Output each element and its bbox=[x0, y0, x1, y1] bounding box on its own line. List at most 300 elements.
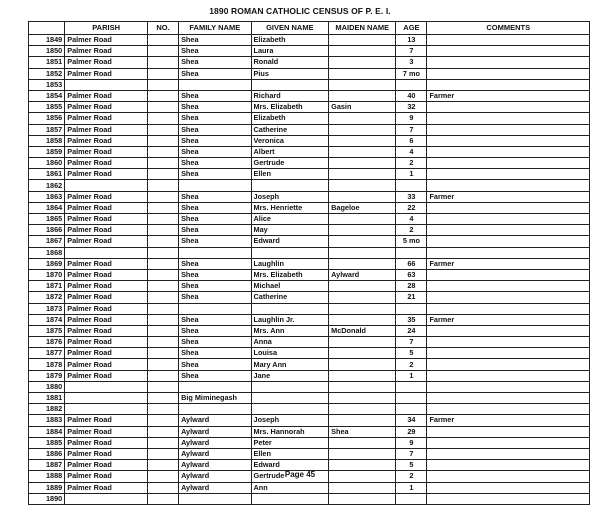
given-name-cell: Catherine bbox=[251, 124, 329, 135]
row-number-cell: 1887 bbox=[29, 460, 65, 471]
row-number-cell: 1851 bbox=[29, 57, 65, 68]
age-cell: 7 bbox=[396, 124, 427, 135]
table-row bbox=[29, 135, 590, 146]
table-row bbox=[29, 437, 590, 448]
comments-cell bbox=[427, 359, 590, 370]
table-row bbox=[29, 292, 590, 303]
age-cell: 6 bbox=[396, 135, 427, 146]
given-name-cell: Laughlin Jr. bbox=[251, 314, 329, 325]
family-name-cell: Shea bbox=[179, 35, 251, 46]
no-cell bbox=[148, 113, 179, 124]
table-row bbox=[29, 337, 590, 348]
family-name-cell: Shea bbox=[179, 214, 251, 225]
table-row bbox=[29, 281, 590, 292]
parish-cell: Palmer Road bbox=[65, 426, 148, 437]
comments-cell bbox=[427, 236, 590, 247]
given-name-cell bbox=[251, 79, 329, 90]
comments-cell: Farmer bbox=[427, 314, 590, 325]
family-name-cell: Shea bbox=[179, 292, 251, 303]
no-cell bbox=[148, 214, 179, 225]
given-name-cell: Pius bbox=[251, 68, 329, 79]
comments-cell bbox=[427, 381, 590, 392]
parish-cell: Palmer Road bbox=[65, 448, 148, 459]
family-name-cell: Shea bbox=[179, 269, 251, 280]
no-cell bbox=[148, 135, 179, 146]
comments-cell bbox=[427, 269, 590, 280]
no-cell bbox=[148, 448, 179, 459]
age-cell: 35 bbox=[396, 314, 427, 325]
row-number-cell: 1889 bbox=[29, 482, 65, 493]
given-name-cell bbox=[251, 393, 329, 404]
table-row bbox=[29, 448, 590, 459]
maiden-name-cell: Gasin bbox=[329, 102, 396, 113]
parish-cell: Palmer Road bbox=[65, 437, 148, 448]
table-row bbox=[29, 393, 590, 404]
table-row bbox=[29, 370, 590, 381]
age-cell: 5 bbox=[396, 348, 427, 359]
age-cell bbox=[396, 404, 427, 415]
family-name-cell bbox=[179, 493, 251, 504]
parish-cell: Palmer Road bbox=[65, 482, 148, 493]
age-cell bbox=[396, 180, 427, 191]
row-number-cell: 1867 bbox=[29, 236, 65, 247]
given-name-cell: Laura bbox=[251, 46, 329, 57]
family-name-cell: Shea bbox=[179, 135, 251, 146]
age-cell: 21 bbox=[396, 292, 427, 303]
age-cell: 63 bbox=[396, 269, 427, 280]
comments-cell bbox=[427, 180, 590, 191]
no-cell bbox=[148, 269, 179, 280]
parish-cell: Palmer Road bbox=[65, 314, 148, 325]
header-cell-row-number bbox=[29, 22, 65, 35]
age-cell: 7 mo bbox=[396, 68, 427, 79]
maiden-name-cell bbox=[329, 415, 396, 426]
row-number-cell: 1885 bbox=[29, 437, 65, 448]
comments-cell bbox=[427, 370, 590, 381]
family-name-cell: Shea bbox=[179, 46, 251, 57]
given-name-cell: May bbox=[251, 225, 329, 236]
row-number-cell: 1871 bbox=[29, 281, 65, 292]
table-row bbox=[29, 493, 590, 504]
table-row bbox=[29, 146, 590, 157]
parish-cell bbox=[65, 404, 148, 415]
row-number-cell: 1855 bbox=[29, 102, 65, 113]
comments-cell bbox=[427, 437, 590, 448]
table-row bbox=[29, 348, 590, 359]
no-cell bbox=[148, 314, 179, 325]
comments-cell bbox=[427, 247, 590, 258]
row-number-cell: 1868 bbox=[29, 247, 65, 258]
no-cell bbox=[148, 258, 179, 269]
parish-cell: Palmer Road bbox=[65, 281, 148, 292]
given-name-cell: Gertrude bbox=[251, 158, 329, 169]
table-row bbox=[29, 303, 590, 314]
comments-cell bbox=[427, 68, 590, 79]
table-row bbox=[29, 269, 590, 280]
given-name-cell bbox=[251, 303, 329, 314]
table-row bbox=[29, 381, 590, 392]
age-cell: 1 bbox=[396, 482, 427, 493]
family-name-cell: Aylward bbox=[179, 460, 251, 471]
header-cell-age: AGE bbox=[396, 22, 427, 35]
header-cell-maiden-name: MAIDEN NAME bbox=[329, 22, 396, 35]
age-cell bbox=[396, 493, 427, 504]
family-name-cell: Shea bbox=[179, 370, 251, 381]
table-row bbox=[29, 202, 590, 213]
age-cell: 1 bbox=[396, 169, 427, 180]
row-number-cell: 1877 bbox=[29, 348, 65, 359]
no-cell bbox=[148, 381, 179, 392]
parish-cell bbox=[65, 247, 148, 258]
comments-cell bbox=[427, 158, 590, 169]
no-cell bbox=[148, 57, 179, 68]
age-cell bbox=[396, 247, 427, 258]
table-row bbox=[29, 46, 590, 57]
no-cell bbox=[148, 146, 179, 157]
given-name-cell: Edward bbox=[251, 236, 329, 247]
age-cell: 7 bbox=[396, 46, 427, 57]
given-name-cell: Joseph bbox=[251, 191, 329, 202]
family-name-cell: Aylward bbox=[179, 415, 251, 426]
table-row bbox=[29, 359, 590, 370]
row-number-cell: 1850 bbox=[29, 46, 65, 57]
maiden-name-cell bbox=[329, 337, 396, 348]
age-cell: 13 bbox=[396, 35, 427, 46]
parish-cell: Palmer Road bbox=[65, 135, 148, 146]
given-name-cell: Veronica bbox=[251, 135, 329, 146]
family-name-cell: Shea bbox=[179, 258, 251, 269]
parish-cell bbox=[65, 493, 148, 504]
row-number-cell: 1875 bbox=[29, 325, 65, 336]
age-cell: 4 bbox=[396, 214, 427, 225]
age-cell: 5 mo bbox=[396, 236, 427, 247]
comments-cell bbox=[427, 303, 590, 314]
row-number-cell: 1884 bbox=[29, 426, 65, 437]
family-name-cell: Shea bbox=[179, 57, 251, 68]
maiden-name-cell bbox=[329, 90, 396, 101]
given-name-cell bbox=[251, 247, 329, 258]
comments-cell bbox=[427, 202, 590, 213]
maiden-name-cell bbox=[329, 370, 396, 381]
parish-cell: Palmer Road bbox=[65, 460, 148, 471]
row-number-cell: 1882 bbox=[29, 404, 65, 415]
given-name-cell: Catherine bbox=[251, 292, 329, 303]
given-name-cell: Albert bbox=[251, 146, 329, 157]
row-number-cell: 1854 bbox=[29, 90, 65, 101]
maiden-name-cell bbox=[329, 135, 396, 146]
family-name-cell: Aylward bbox=[179, 426, 251, 437]
comments-cell bbox=[427, 169, 590, 180]
table-row bbox=[29, 415, 590, 426]
comments-cell bbox=[427, 337, 590, 348]
family-name-cell: Shea bbox=[179, 169, 251, 180]
given-name-cell: Anna bbox=[251, 337, 329, 348]
family-name-cell: Shea bbox=[179, 68, 251, 79]
table-row bbox=[29, 191, 590, 202]
maiden-name-cell bbox=[329, 191, 396, 202]
no-cell bbox=[148, 359, 179, 370]
family-name-cell: Shea bbox=[179, 90, 251, 101]
table-row bbox=[29, 35, 590, 46]
no-cell bbox=[148, 169, 179, 180]
comments-cell: Farmer bbox=[427, 90, 590, 101]
comments-cell bbox=[427, 102, 590, 113]
table-row bbox=[29, 314, 590, 325]
row-number-cell: 1883 bbox=[29, 415, 65, 426]
given-name-cell bbox=[251, 404, 329, 415]
age-cell: 7 bbox=[396, 337, 427, 348]
row-number-cell: 1849 bbox=[29, 35, 65, 46]
parish-cell: Palmer Road bbox=[65, 236, 148, 247]
family-name-cell: Shea bbox=[179, 146, 251, 157]
parish-cell bbox=[65, 381, 148, 392]
comments-cell: Farmer bbox=[427, 191, 590, 202]
family-name-cell bbox=[179, 79, 251, 90]
maiden-name-cell bbox=[329, 348, 396, 359]
given-name-cell: Edward bbox=[251, 460, 329, 471]
parish-cell: Palmer Road bbox=[65, 370, 148, 381]
family-name-cell: Shea bbox=[179, 325, 251, 336]
no-cell bbox=[148, 303, 179, 314]
maiden-name-cell bbox=[329, 169, 396, 180]
maiden-name-cell bbox=[329, 46, 396, 57]
given-name-cell: Mary Ann bbox=[251, 359, 329, 370]
given-name-cell: Elizabeth bbox=[251, 113, 329, 124]
no-cell bbox=[148, 348, 179, 359]
maiden-name-cell bbox=[329, 236, 396, 247]
family-name-cell: Shea bbox=[179, 359, 251, 370]
age-cell bbox=[396, 393, 427, 404]
table-row bbox=[29, 426, 590, 437]
parish-cell: Palmer Road bbox=[65, 214, 148, 225]
table-row bbox=[29, 57, 590, 68]
row-number-cell: 1870 bbox=[29, 269, 65, 280]
row-number-cell: 1873 bbox=[29, 303, 65, 314]
table-row bbox=[29, 68, 590, 79]
census-table bbox=[28, 21, 590, 505]
given-name-cell: Louisa bbox=[251, 348, 329, 359]
given-name-cell: Laughlin bbox=[251, 258, 329, 269]
row-number-cell: 1852 bbox=[29, 68, 65, 79]
maiden-name-cell bbox=[329, 180, 396, 191]
no-cell bbox=[148, 68, 179, 79]
maiden-name-cell bbox=[329, 79, 396, 90]
parish-cell: Palmer Road bbox=[65, 46, 148, 57]
family-name-cell bbox=[179, 303, 251, 314]
age-cell: 28 bbox=[396, 281, 427, 292]
row-number-cell: 1886 bbox=[29, 448, 65, 459]
parish-cell: Palmer Road bbox=[65, 124, 148, 135]
age-cell: 5 bbox=[396, 460, 427, 471]
comments-cell bbox=[427, 146, 590, 157]
age-cell: 22 bbox=[396, 202, 427, 213]
given-name-cell: Ronald bbox=[251, 57, 329, 68]
given-name-cell: Gertrude bbox=[251, 471, 329, 482]
age-cell: 1 bbox=[396, 370, 427, 381]
table-row bbox=[29, 258, 590, 269]
given-name-cell: Ellen bbox=[251, 169, 329, 180]
age-cell: 29 bbox=[396, 426, 427, 437]
maiden-name-cell bbox=[329, 404, 396, 415]
given-name-cell: Elizabeth bbox=[251, 35, 329, 46]
row-number-cell: 1878 bbox=[29, 359, 65, 370]
comments-cell bbox=[427, 393, 590, 404]
no-cell bbox=[148, 236, 179, 247]
maiden-name-cell: Shea bbox=[329, 426, 396, 437]
row-number-cell: 1880 bbox=[29, 381, 65, 392]
given-name-cell: Mrs. Hannorah bbox=[251, 426, 329, 437]
comments-cell bbox=[427, 348, 590, 359]
family-name-cell: Aylward bbox=[179, 482, 251, 493]
given-name-cell bbox=[251, 493, 329, 504]
table-row bbox=[29, 102, 590, 113]
parish-cell: Palmer Road bbox=[65, 158, 148, 169]
row-number-cell: 1859 bbox=[29, 146, 65, 157]
no-cell bbox=[148, 191, 179, 202]
comments-cell bbox=[427, 79, 590, 90]
maiden-name-cell bbox=[329, 258, 396, 269]
age-cell: 3 bbox=[396, 57, 427, 68]
maiden-name-cell bbox=[329, 158, 396, 169]
family-name-cell: Shea bbox=[179, 158, 251, 169]
family-name-cell: Aylward bbox=[179, 437, 251, 448]
maiden-name-cell bbox=[329, 35, 396, 46]
header-cell-parish: PARISH bbox=[65, 22, 148, 35]
family-name-cell: Aylward bbox=[179, 448, 251, 459]
table-row bbox=[29, 79, 590, 90]
parish-cell: Palmer Road bbox=[65, 258, 148, 269]
parish-cell bbox=[65, 79, 148, 90]
comments-cell bbox=[427, 57, 590, 68]
header-cell-no: NO. bbox=[148, 22, 179, 35]
no-cell bbox=[148, 292, 179, 303]
parish-cell: Palmer Road bbox=[65, 415, 148, 426]
age-cell: 7 bbox=[396, 448, 427, 459]
given-name-cell: Joseph bbox=[251, 415, 329, 426]
family-name-cell: Shea bbox=[179, 236, 251, 247]
age-cell: 2 bbox=[396, 359, 427, 370]
family-name-cell bbox=[179, 381, 251, 392]
parish-cell: Palmer Road bbox=[65, 35, 148, 46]
no-cell bbox=[148, 247, 179, 258]
age-cell bbox=[396, 79, 427, 90]
maiden-name-cell bbox=[329, 303, 396, 314]
comments-cell bbox=[427, 214, 590, 225]
maiden-name-cell bbox=[329, 281, 396, 292]
row-number-cell: 1858 bbox=[29, 135, 65, 146]
given-name-cell: Ann bbox=[251, 482, 329, 493]
comments-cell: Farmer bbox=[427, 258, 590, 269]
comments-cell bbox=[427, 225, 590, 236]
comments-cell bbox=[427, 292, 590, 303]
given-name-cell: Peter bbox=[251, 437, 329, 448]
maiden-name-cell bbox=[329, 247, 396, 258]
family-name-cell bbox=[179, 404, 251, 415]
row-number-cell: 1869 bbox=[29, 258, 65, 269]
given-name-cell bbox=[251, 180, 329, 191]
table-row bbox=[29, 247, 590, 258]
parish-cell: Palmer Road bbox=[65, 359, 148, 370]
parish-cell: Palmer Road bbox=[65, 146, 148, 157]
given-name-cell: Michael bbox=[251, 281, 329, 292]
given-name-cell: Mrs. Elizabeth bbox=[251, 269, 329, 280]
row-number-cell: 1890 bbox=[29, 493, 65, 504]
maiden-name-cell bbox=[329, 68, 396, 79]
family-name-cell: Shea bbox=[179, 314, 251, 325]
header-cell-family-name: FAMILY NAME bbox=[179, 22, 251, 35]
row-number-cell: 1857 bbox=[29, 124, 65, 135]
no-cell bbox=[148, 370, 179, 381]
no-cell bbox=[148, 124, 179, 135]
no-cell bbox=[148, 426, 179, 437]
header-cell-comments: COMMENTS bbox=[427, 22, 590, 35]
age-cell: 66 bbox=[396, 258, 427, 269]
maiden-name-cell bbox=[329, 214, 396, 225]
parish-cell: Palmer Road bbox=[65, 191, 148, 202]
family-name-cell: Aylward bbox=[179, 471, 251, 482]
row-number-cell: 1888 bbox=[29, 471, 65, 482]
comments-cell bbox=[427, 135, 590, 146]
no-cell bbox=[148, 46, 179, 57]
page-title: 1890 ROMAN CATHOLIC CENSUS OF P. E. I. bbox=[209, 6, 391, 16]
parish-cell bbox=[65, 393, 148, 404]
comments-cell bbox=[427, 493, 590, 504]
no-cell bbox=[148, 225, 179, 236]
parish-cell: Palmer Road bbox=[65, 471, 148, 482]
parish-cell bbox=[65, 180, 148, 191]
family-name-cell bbox=[179, 247, 251, 258]
age-cell: 9 bbox=[396, 113, 427, 124]
family-name-cell: Shea bbox=[179, 113, 251, 124]
age-cell: 2 bbox=[396, 158, 427, 169]
given-name-cell: Alice bbox=[251, 214, 329, 225]
row-number-cell: 1856 bbox=[29, 113, 65, 124]
table-row bbox=[29, 113, 590, 124]
table-row bbox=[29, 214, 590, 225]
given-name-cell: Jane bbox=[251, 370, 329, 381]
maiden-name-cell: McDonald bbox=[329, 325, 396, 336]
maiden-name-cell bbox=[329, 448, 396, 459]
row-number-cell: 1866 bbox=[29, 225, 65, 236]
parish-cell: Palmer Road bbox=[65, 292, 148, 303]
comments-cell bbox=[427, 35, 590, 46]
table-row bbox=[29, 158, 590, 169]
parish-cell: Palmer Road bbox=[65, 348, 148, 359]
header-cell-given-name: GIVEN NAME bbox=[251, 22, 329, 35]
comments-cell bbox=[427, 124, 590, 135]
no-cell bbox=[148, 404, 179, 415]
parish-cell: Palmer Road bbox=[65, 102, 148, 113]
maiden-name-cell bbox=[329, 437, 396, 448]
age-cell: 32 bbox=[396, 102, 427, 113]
row-number-cell: 1863 bbox=[29, 191, 65, 202]
family-name-cell: Shea bbox=[179, 337, 251, 348]
family-name-cell: Big Miminegash bbox=[179, 393, 251, 404]
parish-cell: Palmer Road bbox=[65, 269, 148, 280]
parish-cell: Palmer Road bbox=[65, 303, 148, 314]
census-body bbox=[29, 35, 590, 505]
family-name-cell: Shea bbox=[179, 124, 251, 135]
row-number-cell: 1865 bbox=[29, 214, 65, 225]
comments-cell bbox=[427, 46, 590, 57]
parish-cell: Palmer Road bbox=[65, 202, 148, 213]
table-row bbox=[29, 225, 590, 236]
given-name-cell bbox=[251, 381, 329, 392]
no-cell bbox=[148, 158, 179, 169]
no-cell bbox=[148, 79, 179, 90]
family-name-cell bbox=[179, 180, 251, 191]
parish-cell: Palmer Road bbox=[65, 68, 148, 79]
